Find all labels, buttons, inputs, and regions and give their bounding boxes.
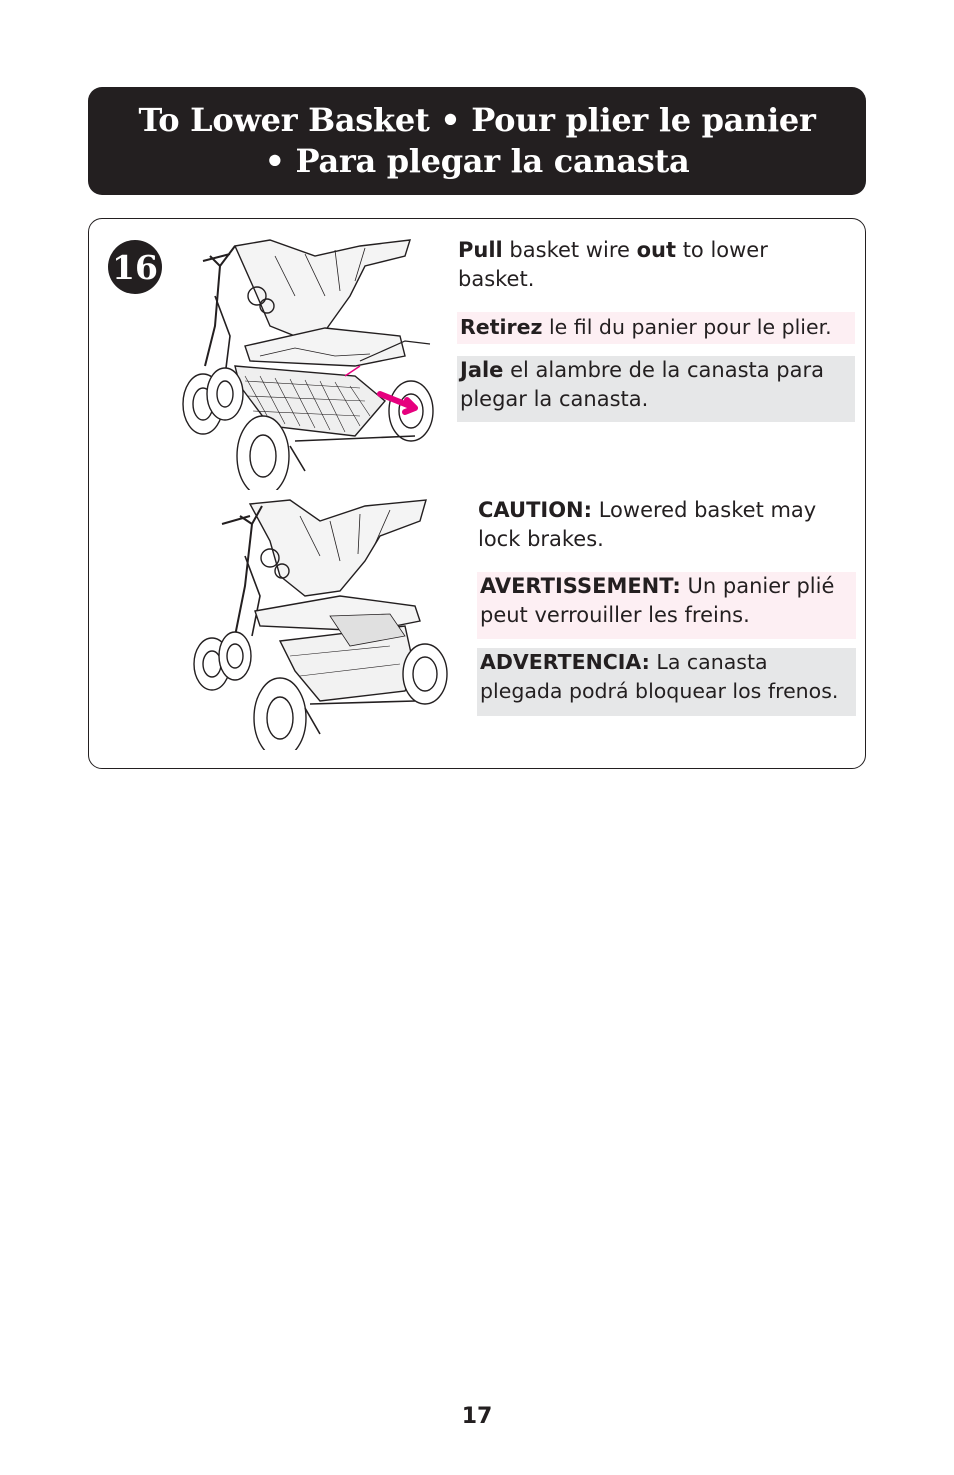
instruction-english-verb: Pull xyxy=(458,238,503,262)
instruction-spanish xyxy=(457,356,855,422)
caution-french xyxy=(477,572,856,639)
caution-spanish-text-1: La canasta plegada podrá bloquear los frenos. xyxy=(480,650,839,703)
instruction-french xyxy=(457,312,855,344)
instruction-french-text: le fil du panier pour le plier. xyxy=(542,315,832,339)
caution-spanish-label: ADVERTENCIA: xyxy=(480,650,650,674)
instruction-english-direction: out xyxy=(636,238,677,262)
caution-english-text: Lowered basket may lock brakes. xyxy=(478,498,817,551)
instruction-french-verb: Retirez xyxy=(460,315,543,339)
instruction-spanish-text: el alambre de la canasta para plegar la canasta. xyxy=(460,358,824,411)
header-title-line-1: To Lower Basket • Pour plier le panier xyxy=(138,101,816,139)
step-number-badge: 16 xyxy=(108,240,162,294)
section-header xyxy=(88,87,866,195)
instruction-english xyxy=(458,236,838,294)
header-title-line-2: • Para plegar la canasta xyxy=(264,142,690,180)
caution-english-label: CAUTION: xyxy=(478,498,593,522)
instruction-spanish-verb: Jale xyxy=(460,358,504,382)
caution-french-text: Un panier plié peut verrouiller les freins. xyxy=(480,574,835,627)
stroller-lowered-basket-illustration xyxy=(190,496,452,750)
page-number: 17 xyxy=(461,1404,493,1429)
stroller-pull-basket-illustration xyxy=(175,236,445,490)
caution-english xyxy=(478,496,856,554)
instruction-english-text-1: basket wire xyxy=(502,238,637,262)
instruction-english-text-2: to lower basket. xyxy=(458,238,768,291)
caution-french-label: AVERTISSEMENT: xyxy=(480,574,681,598)
caution-spanish xyxy=(477,648,856,716)
